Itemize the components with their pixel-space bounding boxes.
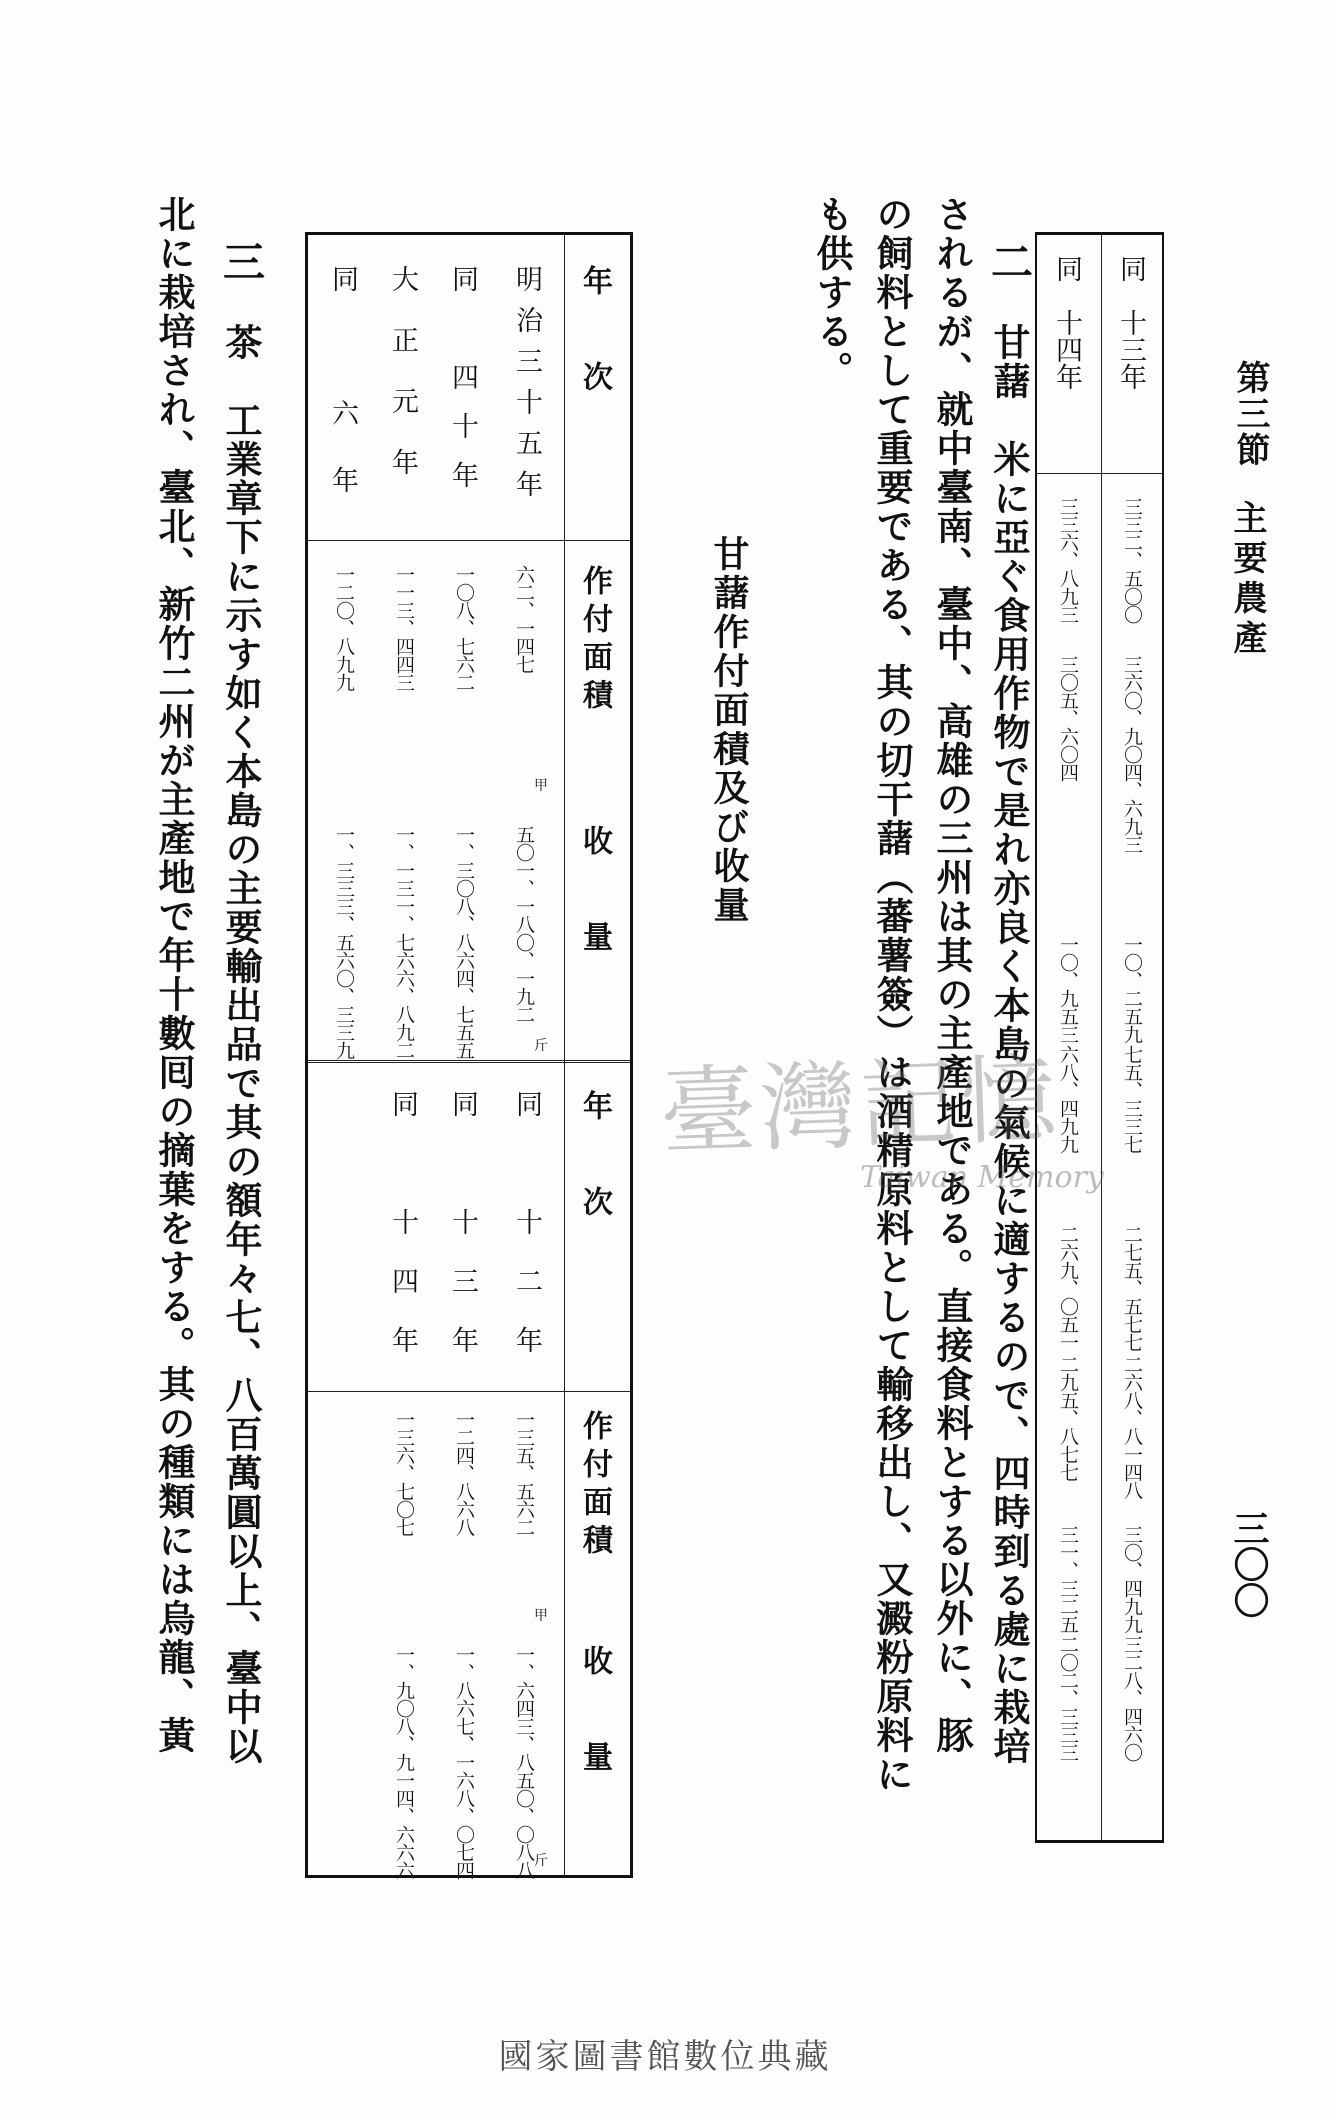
table-cell: 二〇二、三三三 [1057, 1635, 1079, 1761]
section2-text: 米に亞ぐ食用作物で是れ亦良く本島の氣候に適するので、四時到る處に栽培 [987, 440, 1031, 1766]
watermark-subtitle: Taiwan Memory [860, 1160, 1104, 1195]
table-cell-yield: 一、一三一、七六六、八九二 [393, 825, 415, 1059]
section3-heading: 茶 [219, 323, 263, 362]
watermark: 臺灣記憶 [658, 1043, 1063, 1169]
chapter-heading: 第三節 [1230, 360, 1270, 468]
table-cell: 一〇、二五九 [1121, 935, 1143, 1043]
table-cell-yield: 一、六四三、八五〇、〇八八 [513, 1645, 535, 1879]
table-cell-area: 六二、一四七 [513, 565, 535, 673]
table-cell: 三三二、五〇〇 [1121, 497, 1143, 623]
table-cell-yield: 一、三〇八、八六四、七五五 [453, 825, 475, 1059]
table-row-year: 同 四十年 [447, 265, 478, 510]
table-cell-area: 一二四、八六八 [453, 1410, 475, 1536]
table-cell: 三三六、八九三 [1057, 497, 1079, 623]
table-cell-area: 一三六、七〇七 [393, 1410, 415, 1536]
table-cell: 一〇、九五三 [1057, 935, 1079, 1043]
table-cell-yield: 五〇一、一八〇、一九二 [513, 825, 535, 1023]
unit-area-2: 甲 [534, 1608, 548, 1624]
table-cell-area: 一一三、四四三 [393, 565, 415, 691]
section2-line-4: も供する。 [810, 195, 854, 390]
table-row-year: 同 十二年 [511, 1090, 542, 1385]
table-row-year: 同 六年 [327, 265, 358, 533]
table-row-year: 明治三十五年 [511, 265, 542, 511]
header-yield-2: 收 量 [577, 1645, 612, 1789]
table-row-year: 同 十三年 [447, 1090, 478, 1385]
header-area-2: 作付面積 [577, 1410, 612, 1562]
header-year-2: 年 次 [577, 1090, 612, 1234]
sweet-potato-table [305, 232, 633, 1878]
table-cell-area: 一〇八、七六二 [453, 565, 475, 691]
section2-line-1 [985, 240, 1034, 1766]
table-cell: 二六八、八一四八 [1121, 1355, 1143, 1499]
table-cell: 三六〇、九〇四、六九三 [1121, 655, 1143, 853]
table-cell: 三〇、四九九 [1121, 1525, 1143, 1633]
header-yield: 收 量 [577, 825, 612, 969]
section2-line-3: の飼料として重要である、其の切干藷（蕃薯簽）は酒精原料として輸移出し、又澱粉原料に [870, 195, 914, 1794]
table-row-year: 同 十四年 [387, 1090, 418, 1385]
table-cell: 三〇五、六〇四 [1057, 655, 1079, 781]
section3-line-2: 北に栽培され、臺北、新竹二州が主產地で年十數囘の摘葉をする。其の種類には烏龍、黃 [152, 195, 196, 1755]
table-cell: 二六九、〇五一 [1057, 1225, 1079, 1351]
page-number: 三〇〇 [1228, 1510, 1270, 1618]
section3-mark: 三 [217, 240, 266, 284]
header-year: 年 次 [577, 265, 612, 409]
section3-line-1 [217, 240, 266, 1766]
table-cell-yield: 一、三三三、五六〇、三三九 [333, 825, 355, 1059]
header-area: 作付面積 [577, 565, 612, 717]
table-cell-yield: 一、八六七、一六八、〇七四 [453, 1645, 475, 1879]
table-cell: 三一、三二五 [1057, 1525, 1079, 1633]
table-cell-area: 一二〇、八九九 [333, 565, 355, 691]
table-row-year: 同 十三年 [1115, 255, 1146, 390]
table-row-year: 同 十四年 [1051, 255, 1082, 390]
unit-yield: 斤 [534, 1038, 548, 1054]
table-cell: 七五、三三七 [1121, 1045, 1143, 1153]
section2-mark: 二 [985, 240, 1034, 284]
table-cell-yield: 一、九〇八、九一四、六六六 [393, 1645, 415, 1879]
table-cell-area: 一三五、五六二 [513, 1410, 535, 1536]
unit-yield-2: 斤 [534, 1853, 548, 1869]
table-cell: 二七五、五七七 [1121, 1225, 1143, 1351]
table-row-year: 大正元年 [387, 265, 418, 509]
table-cell: 三二八、四六〇 [1121, 1635, 1143, 1761]
section-heading: 主要農產 [1227, 500, 1267, 660]
table-cell: 六八、四九九 [1057, 1045, 1079, 1153]
archive-footer: 國家圖書館數位典藏 [498, 2037, 832, 2077]
section2-line-2: されるが、就中臺南、臺中、高雄の三州は其の主產地である。直接食料とする以外に、豚 [930, 195, 974, 1755]
section3-text: 工業章下に示す如く本島の主要輸出品で其の額年々七、八百萬圓以上、臺中以 [219, 401, 263, 1766]
table-cell: 二九五、八七七 [1057, 1355, 1079, 1481]
table-caption: 甘藷作付面積及び收量 [708, 535, 750, 925]
unit-area: 甲 [534, 778, 548, 794]
section2-heading: 甘藷 [987, 323, 1031, 401]
